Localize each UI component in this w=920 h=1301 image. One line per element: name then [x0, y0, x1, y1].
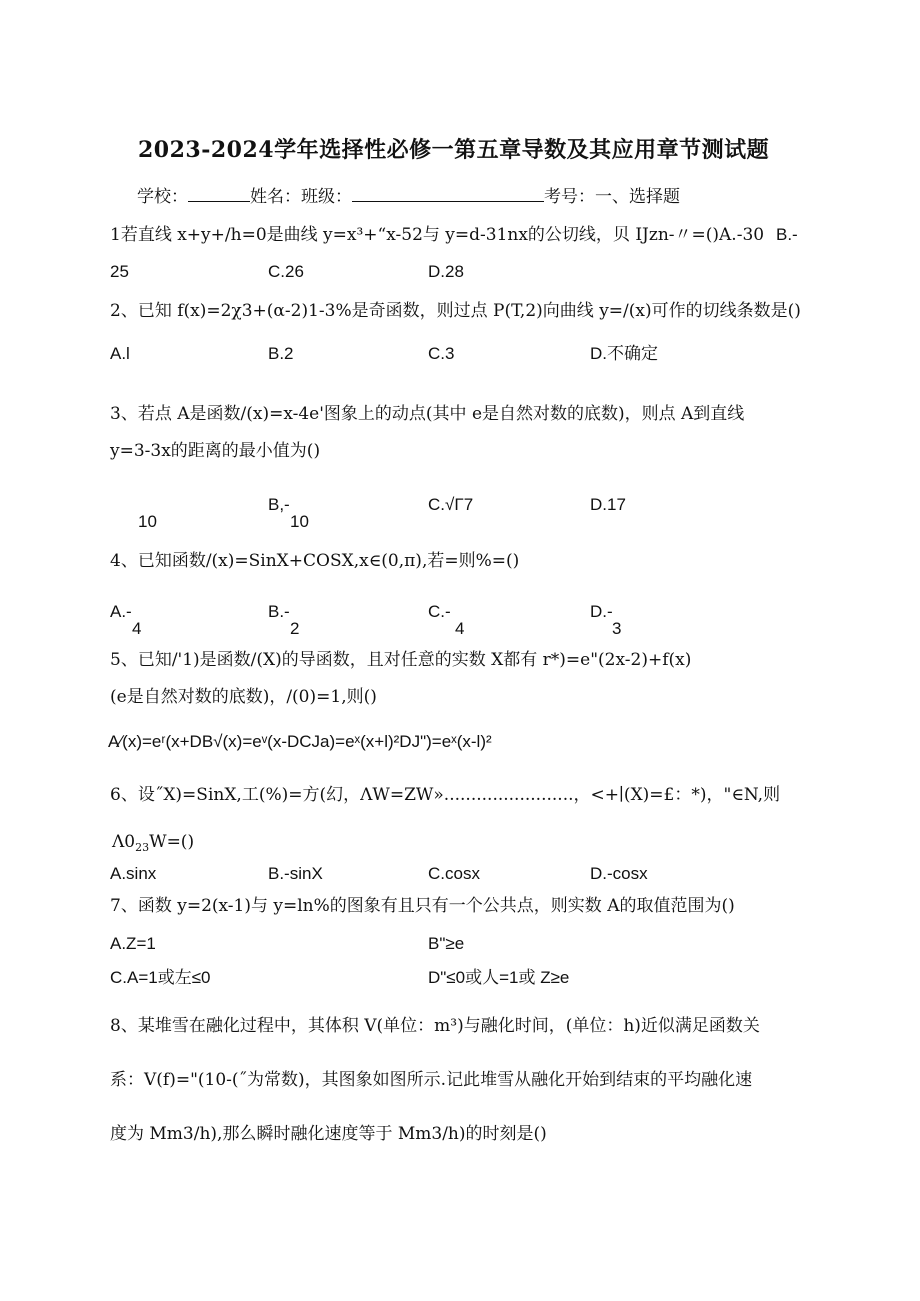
question-7-text: 7、函数 y=2(x-1)与 y=ln%的图象有且只有一个公共点，则实数 A的取值范围为()	[110, 896, 735, 916]
question-4-option-c: C.-	[428, 602, 451, 621]
question-6-expr-subscript: 23	[135, 841, 150, 854]
question-6-text-line1: 6、设˝X)=SinX,工(%)=方(幻，ΛW=ZW»........................，<+∣(X)=£：*)，"∈N,则	[110, 785, 781, 805]
question-6-option-a: A.sinx	[110, 864, 157, 883]
question-1-option-d: D.28	[428, 262, 464, 281]
question-3-option-b: B,-	[268, 495, 290, 514]
question-1-text: 1若直线 x+y+∕h=0是曲线 y=x³+“x-52与 y=d-31nx的公切线，贝 IJzn-〃=()A.-30	[110, 225, 765, 245]
question-7-option-c: C.A=1或左≤0	[110, 968, 211, 987]
question-6-option-d: D.-cosx	[590, 864, 648, 883]
question-5-options: A∕(x)=eʳ(x+DB√(x)=eᵛ(x-DCJa)=eˣ(x+l)²DJ")=eˣ(x-l)²	[108, 732, 492, 751]
question-1-option-b: B.-	[776, 225, 798, 244]
question-3-option-b-denominator: 10	[290, 512, 309, 531]
header-info	[137, 187, 680, 207]
question-6-option-c: C.cosx	[428, 864, 480, 883]
question-3-text-line2: y=3-3x的距离的最小值为()	[110, 441, 321, 461]
question-4-option-a-denominator: 4	[132, 619, 142, 638]
question-4-option-c-denominator: 4	[455, 619, 465, 638]
question-2-option-a: A.l	[110, 344, 130, 363]
question-4-option-b: B.-	[268, 602, 290, 621]
question-6-expr-end: W=()	[149, 832, 195, 852]
question-6-expr-main: Λ0	[112, 832, 136, 852]
exam-label: 考号：一、选择题	[544, 187, 680, 207]
question-7-option-b: B"≥e	[428, 934, 465, 953]
question-4-option-a: A.-	[110, 602, 132, 621]
question-7-option-a: A.Z=1	[110, 934, 156, 953]
class-blank[interactable]	[352, 187, 544, 202]
question-3-option-a-denominator: 10	[138, 512, 157, 531]
question-4-text: 4、已知函数/(x)=SinX+COSX,x∈(0,π),若=则%=()	[110, 551, 520, 571]
question-4-option-d-denominator: 3	[612, 619, 622, 638]
question-8-text-line3: 度为 Mm3/h),那么瞬时融化速度等于 Mm3/h)的时刻是()	[110, 1124, 547, 1144]
name-class-label: 姓名：班级：	[250, 187, 352, 207]
question-6-option-b: B.-sinX	[268, 864, 323, 883]
question-8-text-line1: 8、某堆雪在融化过程中，其体积 V(单位：m³)与融化时间，(单位：h)近似满足函数关	[110, 1016, 760, 1036]
question-2-option-c: C.3	[428, 344, 455, 363]
question-5-text-line2: (e是自然对数的底数)，/(0)=1,则()	[110, 687, 377, 707]
question-6-text-line2	[112, 832, 194, 858]
question-3-text-line1: 3、若点 A是函数/(x)=x-4e'图象上的动点(其中 e是自然对数的底数)，则点 A到直线	[110, 404, 745, 424]
question-1-option-c: C.26	[268, 262, 304, 281]
question-2-text: 2、已知 f(x)=2χ3+(α-2)1-3%是奇函数，则过点 P(T,2)向曲线 y=∕(x)可作的切线条数是()	[110, 301, 801, 321]
question-1-continuation: 25	[110, 262, 129, 281]
school-label: 学校：	[137, 187, 188, 207]
question-4-option-b-denominator: 2	[290, 619, 300, 638]
question-7-option-d: D"≤0或人=1或 Z≥e	[428, 968, 570, 987]
question-8-text-line2: 系：V(f)="(10-(˝为常数)，其图象如图所示.记此堆雪从融化开始到结束的平均融化速	[110, 1070, 753, 1090]
question-2-option-d: D.不确定	[590, 344, 658, 363]
question-5-text-line1: 5、已知/'1)是函数/(X)的导函数，且对任意的实数 X都有 r*)=e"(2x-2)+f(x)	[110, 650, 692, 670]
question-4-option-d: D.-	[590, 602, 613, 621]
question-3-option-c: C.√Γ7	[428, 495, 474, 514]
page-title: 2023-2024学年选择性必修一第五章导数及其应用章节测试题	[138, 137, 770, 163]
question-3-option-d: D.17	[590, 495, 626, 514]
school-blank[interactable]	[188, 187, 250, 202]
question-2-option-b: B.2	[268, 344, 294, 363]
